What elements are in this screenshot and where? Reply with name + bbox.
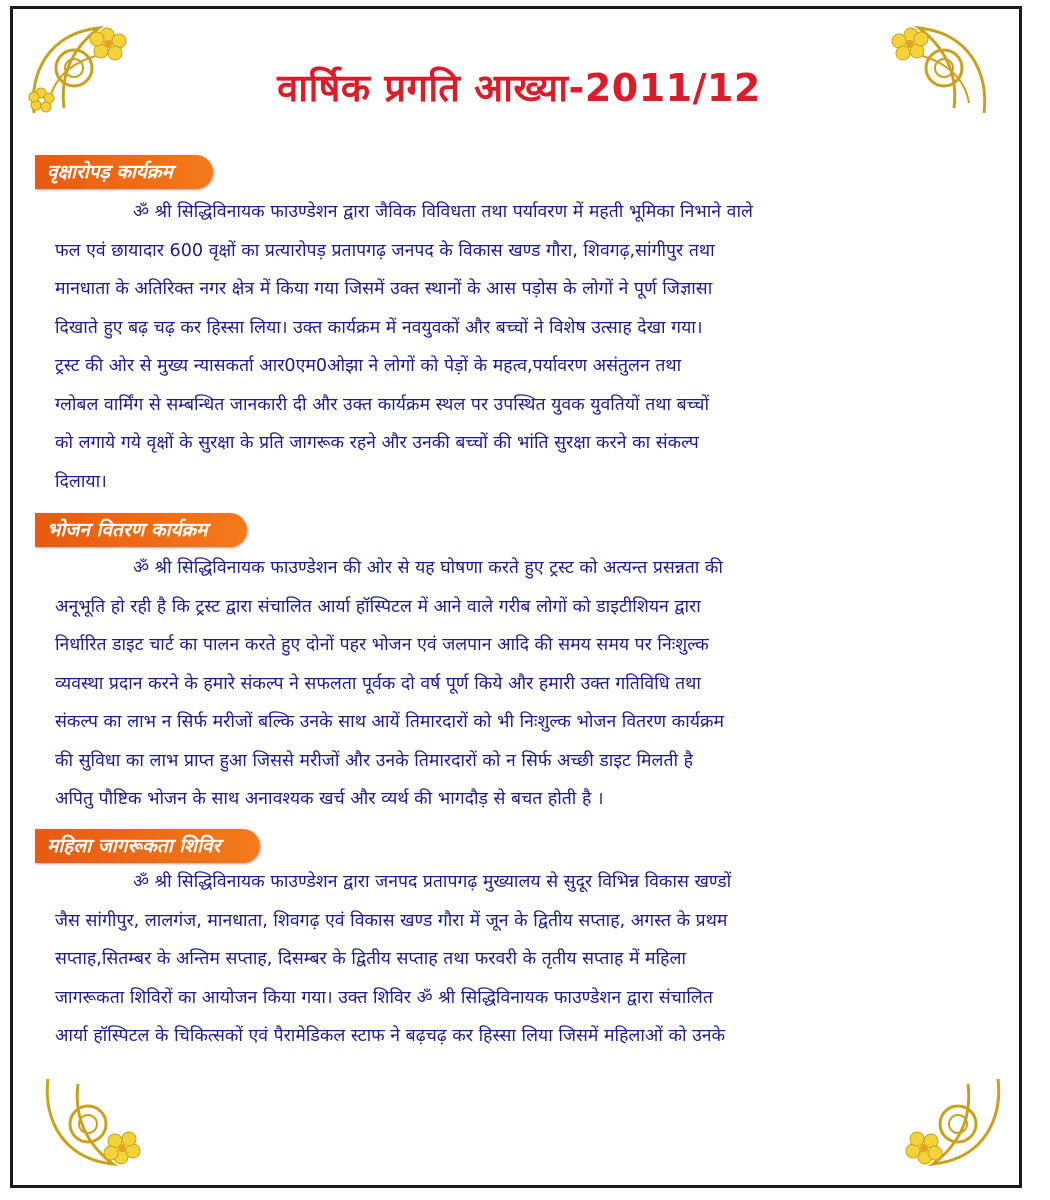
floral-ornament-bottom-left	[33, 1069, 153, 1179]
paragraph-line: निर्धारित डाइट चार्ट का पालन करते हुए दोनों पहर भोजन एवं जलपान आदि की समय समय पर निःशुल्क	[55, 635, 709, 655]
paragraph-line: फल एवं छायादार 600 वृक्षों का प्रत्यारोपड़ प्रतापगढ़ जनपद के विकास खण्ड गौरा, शिवगढ़,सांगीपुर तथा	[55, 240, 715, 261]
paragraph-line: दिखाते हुए बढ़ चढ़ कर हिस्सा लिया। उक्त कार्यक्रम में नवयुवकों और बच्चों ने विशेष उत्साह देखा गया।	[55, 317, 703, 338]
paragraph-line: मानधाता के अतिरिक्त नगर क्षेत्र में किया गया जिसमें उक्त स्थानों के आस पड़ोस के लोगों ने पूर्ण जिज्ञासा	[55, 279, 713, 299]
floral-ornament-bottom-right	[893, 1069, 1013, 1179]
section-heading-plantation: वृक्षारोपड़ कार्यक्रम	[35, 155, 213, 189]
report-page	[10, 6, 1022, 1188]
paragraph-line: दिलाया।	[55, 471, 107, 492]
paragraph-line: जागरूकता शिविरों का आयोजन किया गया। उक्त शिविर ॐ श्री सिद्धिविनायक फाउण्डेशन द्वारा संचालित	[55, 987, 713, 1008]
paragraph-line: ॐ श्री सिद्धिविनायक फाउण्डेशन द्वारा जनपद प्रतापगढ़ मुख्यालय से सुदूर विभिन्न विकास खण्डों	[133, 872, 732, 892]
page-title: वार्षिक प्रगति आख्या-2011/12	[277, 66, 761, 110]
section-paragraph-women-awareness	[55, 863, 1022, 1056]
paragraph-line: को लगाये गये वृक्षों के सुरक्षा के प्रति जागरूक रहने और उनकी बच्चों की भांति सुरक्षा करने का संकल्प	[55, 433, 699, 453]
paragraph-line: ट्रस्ट की ओर से मुख्य न्यासकर्ता आर0एम0ओझा ने लोगों को पेड़ों के महत्व,पर्यावरण असंतुलन तथा	[55, 356, 682, 376]
section-heading-food-distribution: भोजन वितरण कार्यक्रम	[35, 513, 247, 547]
paragraph-line: आर्या हॉस्पिटल के चिकित्सकों एवं पैरामेडिकल स्टाफ ने बढ़चढ़ कर हिस्सा लिया जिसमें महिलाओं को उनके	[55, 1026, 726, 1046]
paragraph-line: जैस सांगीपुर, लालगंज, मानधाता, शिवगढ़ एवं विकास खण्ड गौरा में जून के द्वितीय सप्ताह, अगस्त के प्रथम	[55, 910, 728, 931]
paragraph-line: व्यवस्था प्रदान करने के हमारे संकल्प ने सफलता पूर्वक दो वर्ष पूर्ण किये और हमारी उक्त गतिविधि तथा	[55, 673, 701, 694]
paragraph-line: ॐ श्री सिद्धिविनायक फाउण्डेशन द्वारा जैविक विविधता तथा पर्यावरण में महती भूमिका निभाने वाले	[133, 202, 753, 222]
section-paragraph-plantation	[55, 193, 1022, 501]
paragraph-line: ग्लोबल वार्मिंग से सम्बन्धित जानकारी दी और उक्त कार्यक्रम स्थल पर उपस्थित युवक युवतियों तथा बच्चों	[55, 394, 710, 415]
paragraph-line: अपितु पौष्टिक भोजन के साथ अनावश्यक खर्च और व्यर्थ की भागदौड़ से बचत होती है ।	[55, 789, 604, 809]
section-heading-women-awareness: महिला जागरूकता शिविर	[35, 829, 260, 863]
paragraph-line: सप्ताह,सितम्बर के अन्तिम सप्ताह, दिसम्बर के द्वितीय सप्ताह तथा फरवरी के तृतीय सप्ताह में महिला	[55, 949, 686, 969]
paragraph-line: की सुविधा का लाभ प्राप्त हुआ जिससे मरीजों और उनके तिमारदारों को न सिर्फ अच्छी डाइट मिलती है	[55, 750, 693, 771]
paragraph-line: अनूभूति हो रही है कि ट्रस्ट द्वारा संचालित आर्या हॉस्पिटल में आने वाले गरीब लोगों को डाइटीशियन द्वारा	[55, 596, 701, 617]
paragraph-line: ॐ श्री सिद्धिविनायक फाउण्डेशन की ओर से यह घोषणा करते हुए ट्रस्ट को अत्यन्त प्रसन्नता की	[133, 558, 723, 578]
section-paragraph-food-distribution	[55, 549, 1022, 819]
paragraph-line: संकल्प का लाभ न सिर्फ मरीजों बल्कि उनके साथ आयें तिमारदारों को भी निःशुल्क भोजन वितरण कार्यक्रम	[55, 712, 724, 732]
